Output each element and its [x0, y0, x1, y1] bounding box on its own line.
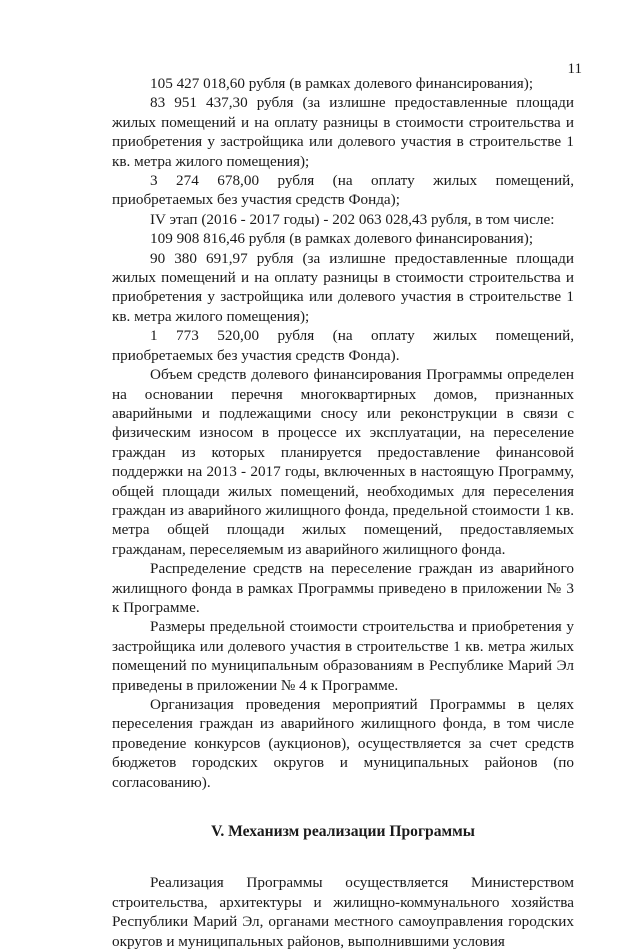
paragraph: Размеры предельной стоимости строительства и приобретения у застройщика или долевого участия в строительстве 1 кв. метра жилых помещений по муниципальным образованиям в Республике Марий Эл приведены в приложении № 4 к Программе. — [112, 618, 574, 694]
paragraph: 109 908 816,46 рубля (в рамках долевого финансирования); — [150, 230, 534, 248]
paragraph: Распределение средств на переселение граждан из аварийного жилищного фонда в рамках Программы приведено в приложении № 3 к Программе. — [112, 560, 574, 616]
paragraph: 83 951 437,30 рубля (за излишне предоставленные площади жилых помещений и на оплату разницы в стоимости строительства и приобретения у застройщика или долевого участия в строительстве 1 кв. метра жилого помещения); — [112, 94, 574, 170]
paragraph: Реализация Программы осуществляется Министерством строительства, архитектуры и жилищно-коммунального хозяйства Республики Марий Эл, органами местного самоуправления городских округов и муниципальных районов, выполнившими условия — [112, 874, 574, 950]
page-number: 11 — [567, 61, 582, 77]
paragraph: 3 274 678,00 рубля (на оплату жилых помещений, приобретаемых без участия средств Фонда); — [112, 172, 574, 209]
paragraph: IV этап (2016 - 2017 годы) - 202 063 028,43 рубля, в том числе: — [150, 210, 555, 228]
paragraph: 90 380 691,97 рубля (за излишне предоставленные площади жилых помещений и на оплату разницы в стоимости строительства и приобретения у застройщика или долевого участия в строительстве 1 кв. метра жилого помещения); — [112, 249, 574, 325]
section-heading: V. Механизм реализации Программы — [211, 823, 475, 841]
paragraph: 105 427 018,60 рубля (в рамках долевого финансирования); — [150, 75, 534, 92]
paragraph: 1 773 520,00 рубля (на оплату жилых помещений, приобретаемых без участия средств Фонда). — [112, 327, 574, 364]
paragraph: Организация проведения мероприятий Программы в целях переселения граждан из аварийного жилищного фонда, в том числе проведение конкурсов (аукционов), осуществляется за счет средств бюджетов городских округов и муниципальных районов (по согласованию). — [112, 696, 574, 791]
document-body — [112, 74, 574, 951]
paragraph: Объем средств долевого финансирования Программы определен на основании перечня многоквартирных домов, признанных аварийными и подлежащими сносу или реконструкции в связи с физическим износом в процессе их эксплуатации, на переселение граждан из которых планируется предоставление финансовой поддержки на 2013 - 2017 годы, включенных в настоящую Программу, общей площади жилых помещений, необходимых для переселения граждан из аварийного жилищного фонда, предельной стоимости 1 кв. метра общей площади жилых помещений, предоставляемых гражданам, переселяемым из аварийного жилищного фонда. — [112, 366, 574, 558]
